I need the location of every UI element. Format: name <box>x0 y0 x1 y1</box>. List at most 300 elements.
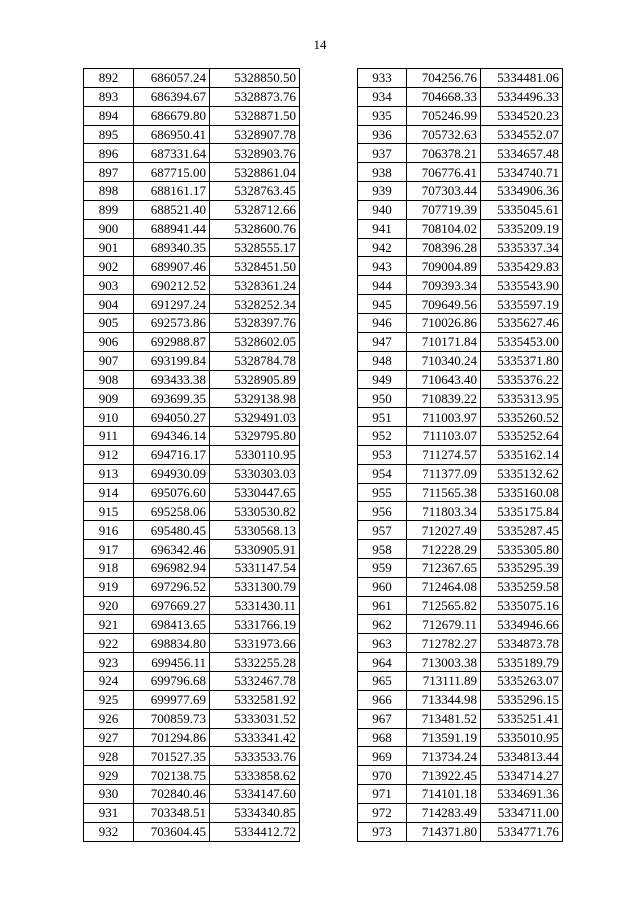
y-coordinate-cell: 5330905.91 <box>210 540 300 559</box>
point-number-cell: 970 <box>358 766 407 785</box>
point-number-cell: 972 <box>358 803 407 822</box>
table-row <box>84 577 300 596</box>
y-coordinate-cell: 5334481.06 <box>481 69 563 88</box>
table-row <box>358 106 563 125</box>
point-number-cell: 949 <box>358 370 407 389</box>
y-coordinate-cell: 5335260.52 <box>481 408 563 427</box>
table-row <box>84 747 300 766</box>
y-coordinate-cell: 5334771.76 <box>481 822 563 841</box>
x-coordinate-cell: 714283.49 <box>407 803 481 822</box>
point-number-cell: 943 <box>358 257 407 276</box>
table-row <box>84 502 300 521</box>
point-number-cell: 901 <box>84 238 134 257</box>
y-coordinate-cell: 5335296.15 <box>481 690 563 709</box>
x-coordinate-cell: 689340.35 <box>134 238 210 257</box>
point-number-cell: 940 <box>358 200 407 219</box>
y-coordinate-cell: 5328763.45 <box>210 182 300 201</box>
y-coordinate-cell: 5329795.80 <box>210 427 300 446</box>
y-coordinate-cell: 5334906.36 <box>481 182 563 201</box>
table-row <box>358 747 563 766</box>
point-number-cell: 902 <box>84 257 134 276</box>
y-coordinate-cell: 5335313.95 <box>481 389 563 408</box>
table-row <box>358 653 563 672</box>
point-number-cell: 916 <box>84 521 134 540</box>
y-coordinate-cell: 5334946.66 <box>481 615 563 634</box>
point-number-cell: 914 <box>84 483 134 502</box>
point-number-cell: 915 <box>84 502 134 521</box>
point-number-cell: 918 <box>84 558 134 577</box>
x-coordinate-cell: 712228.29 <box>407 540 481 559</box>
point-number-cell: 893 <box>84 87 134 106</box>
y-coordinate-cell: 5331147.54 <box>210 558 300 577</box>
table-row <box>358 87 563 106</box>
x-coordinate-cell: 688941.44 <box>134 219 210 238</box>
x-coordinate-cell: 695258.06 <box>134 502 210 521</box>
x-coordinate-cell: 698834.80 <box>134 634 210 653</box>
point-number-cell: 939 <box>358 182 407 201</box>
point-number-cell: 958 <box>358 540 407 559</box>
point-number-cell: 963 <box>358 634 407 653</box>
coordinates-table-right <box>357 68 563 842</box>
table-row <box>84 785 300 804</box>
point-number-cell: 953 <box>358 445 407 464</box>
y-coordinate-cell: 5334711.00 <box>481 803 563 822</box>
y-coordinate-cell: 5330110.95 <box>210 445 300 464</box>
table-row <box>84 803 300 822</box>
table-row <box>84 672 300 691</box>
y-coordinate-cell: 5332255.28 <box>210 653 300 672</box>
point-number-cell: 906 <box>84 332 134 351</box>
y-coordinate-cell: 5328712.66 <box>210 200 300 219</box>
table-row <box>84 332 300 351</box>
table-row <box>84 521 300 540</box>
table-row <box>84 653 300 672</box>
table-row <box>84 182 300 201</box>
point-number-cell: 952 <box>358 427 407 446</box>
table-row <box>84 125 300 144</box>
table-row <box>84 634 300 653</box>
y-coordinate-cell: 5335263.07 <box>481 672 563 691</box>
y-coordinate-cell: 5328555.17 <box>210 238 300 257</box>
point-number-cell: 892 <box>84 69 134 88</box>
point-number-cell: 896 <box>84 144 134 163</box>
x-coordinate-cell: 710026.86 <box>407 313 481 332</box>
table-row <box>358 558 563 577</box>
point-number-cell: 917 <box>84 540 134 559</box>
point-number-cell: 913 <box>84 464 134 483</box>
point-number-cell: 964 <box>358 653 407 672</box>
x-coordinate-cell: 712782.27 <box>407 634 481 653</box>
y-coordinate-cell: 5335337.34 <box>481 238 563 257</box>
point-number-cell: 912 <box>84 445 134 464</box>
x-coordinate-cell: 689907.46 <box>134 257 210 276</box>
x-coordinate-cell: 692988.87 <box>134 332 210 351</box>
point-number-cell: 945 <box>358 295 407 314</box>
point-number-cell: 938 <box>358 163 407 182</box>
point-number-cell: 941 <box>358 219 407 238</box>
table-row <box>358 257 563 276</box>
point-number-cell: 931 <box>84 803 134 822</box>
point-number-cell: 919 <box>84 577 134 596</box>
point-number-cell: 899 <box>84 200 134 219</box>
x-coordinate-cell: 694346.14 <box>134 427 210 446</box>
y-coordinate-cell: 5335251.41 <box>481 709 563 728</box>
y-coordinate-cell: 5333341.42 <box>210 728 300 747</box>
x-coordinate-cell: 707719.39 <box>407 200 481 219</box>
x-coordinate-cell: 705246.99 <box>407 106 481 125</box>
y-coordinate-cell: 5331430.11 <box>210 596 300 615</box>
x-coordinate-cell: 695076.60 <box>134 483 210 502</box>
table-row <box>84 106 300 125</box>
point-number-cell: 904 <box>84 295 134 314</box>
y-coordinate-cell: 5328600.76 <box>210 219 300 238</box>
table-row <box>84 766 300 785</box>
y-coordinate-cell: 5335627.46 <box>481 313 563 332</box>
point-number-cell: 910 <box>84 408 134 427</box>
y-coordinate-cell: 5328361.24 <box>210 276 300 295</box>
x-coordinate-cell: 711103.07 <box>407 427 481 446</box>
table-row <box>358 238 563 257</box>
y-coordinate-cell: 5333031.52 <box>210 709 300 728</box>
point-number-cell: 897 <box>84 163 134 182</box>
table-row <box>84 483 300 502</box>
point-number-cell: 934 <box>358 87 407 106</box>
table-row <box>358 483 563 502</box>
x-coordinate-cell: 710839.22 <box>407 389 481 408</box>
x-coordinate-cell: 686057.24 <box>134 69 210 88</box>
x-coordinate-cell: 702840.46 <box>134 785 210 804</box>
x-coordinate-cell: 706378.21 <box>407 144 481 163</box>
y-coordinate-cell: 5335209.19 <box>481 219 563 238</box>
y-coordinate-cell: 5335305.80 <box>481 540 563 559</box>
point-number-cell: 920 <box>84 596 134 615</box>
x-coordinate-cell: 693433.38 <box>134 370 210 389</box>
y-coordinate-cell: 5335252.64 <box>481 427 563 446</box>
y-coordinate-cell: 5334552.07 <box>481 125 563 144</box>
table-row <box>358 615 563 634</box>
y-coordinate-cell: 5334657.48 <box>481 144 563 163</box>
x-coordinate-cell: 687715.00 <box>134 163 210 182</box>
table-row <box>358 276 563 295</box>
point-number-cell: 923 <box>84 653 134 672</box>
x-coordinate-cell: 696982.94 <box>134 558 210 577</box>
table-row <box>84 389 300 408</box>
x-coordinate-cell: 686394.67 <box>134 87 210 106</box>
point-number-cell: 928 <box>84 747 134 766</box>
x-coordinate-cell: 695480.45 <box>134 521 210 540</box>
table-row <box>358 785 563 804</box>
table-row <box>358 690 563 709</box>
point-number-cell: 956 <box>358 502 407 521</box>
y-coordinate-cell: 5328871.50 <box>210 106 300 125</box>
x-coordinate-cell: 713111.89 <box>407 672 481 691</box>
y-coordinate-cell: 5334520.23 <box>481 106 563 125</box>
y-coordinate-cell: 5332581.92 <box>210 690 300 709</box>
table-row <box>358 502 563 521</box>
x-coordinate-cell: 694050.27 <box>134 408 210 427</box>
point-number-cell: 966 <box>358 690 407 709</box>
y-coordinate-cell: 5329491.03 <box>210 408 300 427</box>
x-coordinate-cell: 706776.41 <box>407 163 481 182</box>
table-row <box>84 408 300 427</box>
y-coordinate-cell: 5335160.08 <box>481 483 563 502</box>
x-coordinate-cell: 710340.24 <box>407 351 481 370</box>
point-number-cell: 921 <box>84 615 134 634</box>
table-row <box>358 766 563 785</box>
y-coordinate-cell: 5328873.76 <box>210 87 300 106</box>
point-number-cell: 930 <box>84 785 134 804</box>
table-row <box>358 200 563 219</box>
point-number-cell: 908 <box>84 370 134 389</box>
y-coordinate-cell: 5334340.85 <box>210 803 300 822</box>
table-row <box>84 87 300 106</box>
x-coordinate-cell: 710171.84 <box>407 332 481 351</box>
x-coordinate-cell: 687331.64 <box>134 144 210 163</box>
table-row <box>358 219 563 238</box>
table-row <box>358 822 563 841</box>
point-number-cell: 969 <box>358 747 407 766</box>
y-coordinate-cell: 5328905.89 <box>210 370 300 389</box>
x-coordinate-cell: 712464.08 <box>407 577 481 596</box>
x-coordinate-cell: 713591.19 <box>407 728 481 747</box>
y-coordinate-cell: 5335543.90 <box>481 276 563 295</box>
x-coordinate-cell: 688521.40 <box>134 200 210 219</box>
x-coordinate-cell: 713734.24 <box>407 747 481 766</box>
x-coordinate-cell: 692573.86 <box>134 313 210 332</box>
x-coordinate-cell: 703604.45 <box>134 822 210 841</box>
table-row <box>358 464 563 483</box>
table-row <box>84 238 300 257</box>
x-coordinate-cell: 686950.41 <box>134 125 210 144</box>
table-row <box>84 540 300 559</box>
table-row <box>84 596 300 615</box>
table-row <box>84 445 300 464</box>
table-row <box>84 219 300 238</box>
y-coordinate-cell: 5328252.34 <box>210 295 300 314</box>
y-coordinate-cell: 5335045.61 <box>481 200 563 219</box>
x-coordinate-cell: 709649.56 <box>407 295 481 314</box>
point-number-cell: 951 <box>358 408 407 427</box>
x-coordinate-cell: 707303.44 <box>407 182 481 201</box>
point-number-cell: 971 <box>358 785 407 804</box>
x-coordinate-cell: 711803.34 <box>407 502 481 521</box>
y-coordinate-cell: 5335162.14 <box>481 445 563 464</box>
point-number-cell: 942 <box>358 238 407 257</box>
table-row <box>358 596 563 615</box>
table-row <box>358 803 563 822</box>
x-coordinate-cell: 708104.02 <box>407 219 481 238</box>
point-number-cell: 933 <box>358 69 407 88</box>
y-coordinate-cell: 5330447.65 <box>210 483 300 502</box>
point-number-cell: 929 <box>84 766 134 785</box>
point-number-cell: 926 <box>84 709 134 728</box>
y-coordinate-cell: 5335453.00 <box>481 332 563 351</box>
table-row <box>358 521 563 540</box>
table-row <box>358 144 563 163</box>
y-coordinate-cell: 5335376.22 <box>481 370 563 389</box>
y-coordinate-cell: 5328903.76 <box>210 144 300 163</box>
y-coordinate-cell: 5328397.76 <box>210 313 300 332</box>
x-coordinate-cell: 699456.11 <box>134 653 210 672</box>
y-coordinate-cell: 5333858.62 <box>210 766 300 785</box>
point-number-cell: 895 <box>84 125 134 144</box>
x-coordinate-cell: 699796.68 <box>134 672 210 691</box>
table-row <box>84 351 300 370</box>
x-coordinate-cell: 708396.28 <box>407 238 481 257</box>
point-number-cell: 907 <box>84 351 134 370</box>
y-coordinate-cell: 5334412.72 <box>210 822 300 841</box>
point-number-cell: 957 <box>358 521 407 540</box>
x-coordinate-cell: 711377.09 <box>407 464 481 483</box>
point-number-cell: 946 <box>358 313 407 332</box>
table-row <box>358 389 563 408</box>
point-number-cell: 948 <box>358 351 407 370</box>
y-coordinate-cell: 5334714.27 <box>481 766 563 785</box>
y-coordinate-cell: 5335597.19 <box>481 295 563 314</box>
x-coordinate-cell: 711274.57 <box>407 445 481 464</box>
point-number-cell: 944 <box>358 276 407 295</box>
table-body <box>84 69 300 842</box>
table-row <box>84 276 300 295</box>
x-coordinate-cell: 701294.86 <box>134 728 210 747</box>
y-coordinate-cell: 5329138.98 <box>210 389 300 408</box>
coordinates-table-left <box>83 68 300 842</box>
x-coordinate-cell: 705732.63 <box>407 125 481 144</box>
y-coordinate-cell: 5335259.58 <box>481 577 563 596</box>
table-row <box>84 427 300 446</box>
table-row <box>358 540 563 559</box>
point-number-cell: 894 <box>84 106 134 125</box>
point-number-cell: 968 <box>358 728 407 747</box>
x-coordinate-cell: 697296.52 <box>134 577 210 596</box>
x-coordinate-cell: 712367.65 <box>407 558 481 577</box>
x-coordinate-cell: 686679.80 <box>134 106 210 125</box>
point-number-cell: 935 <box>358 106 407 125</box>
x-coordinate-cell: 711565.38 <box>407 483 481 502</box>
point-number-cell: 909 <box>84 389 134 408</box>
y-coordinate-cell: 5328451.50 <box>210 257 300 276</box>
point-number-cell: 955 <box>358 483 407 502</box>
point-number-cell: 924 <box>84 672 134 691</box>
table-row <box>84 615 300 634</box>
x-coordinate-cell: 712679.11 <box>407 615 481 634</box>
table-row <box>358 634 563 653</box>
table-row <box>358 408 563 427</box>
x-coordinate-cell: 702138.75 <box>134 766 210 785</box>
table-row <box>84 69 300 88</box>
point-number-cell: 898 <box>84 182 134 201</box>
y-coordinate-cell: 5328907.78 <box>210 125 300 144</box>
table-row <box>358 69 563 88</box>
point-number-cell: 900 <box>84 219 134 238</box>
table-row <box>84 313 300 332</box>
point-number-cell: 950 <box>358 389 407 408</box>
x-coordinate-cell: 704668.33 <box>407 87 481 106</box>
y-coordinate-cell: 5328861.04 <box>210 163 300 182</box>
table-row <box>358 445 563 464</box>
y-coordinate-cell: 5330303.03 <box>210 464 300 483</box>
point-number-cell: 954 <box>358 464 407 483</box>
table-row <box>358 709 563 728</box>
x-coordinate-cell: 713481.52 <box>407 709 481 728</box>
y-coordinate-cell: 5334813.44 <box>481 747 563 766</box>
y-coordinate-cell: 5331300.79 <box>210 577 300 596</box>
point-number-cell: 965 <box>358 672 407 691</box>
table-row <box>358 427 563 446</box>
y-coordinate-cell: 5335189.79 <box>481 653 563 672</box>
x-coordinate-cell: 710643.40 <box>407 370 481 389</box>
table-row <box>358 182 563 201</box>
x-coordinate-cell: 696342.46 <box>134 540 210 559</box>
table-row <box>84 200 300 219</box>
point-number-cell: 922 <box>84 634 134 653</box>
y-coordinate-cell: 5328602.05 <box>210 332 300 351</box>
y-coordinate-cell: 5335287.45 <box>481 521 563 540</box>
point-number-cell: 960 <box>358 577 407 596</box>
table-row <box>358 577 563 596</box>
y-coordinate-cell: 5332467.78 <box>210 672 300 691</box>
y-coordinate-cell: 5330568.13 <box>210 521 300 540</box>
point-number-cell: 925 <box>84 690 134 709</box>
table-row <box>358 125 563 144</box>
table-row <box>358 295 563 314</box>
point-number-cell: 959 <box>358 558 407 577</box>
table-body <box>358 69 563 842</box>
point-number-cell: 937 <box>358 144 407 163</box>
table-row <box>84 709 300 728</box>
table-row <box>358 313 563 332</box>
y-coordinate-cell: 5335295.39 <box>481 558 563 577</box>
table-row <box>84 822 300 841</box>
y-coordinate-cell: 5335175.84 <box>481 502 563 521</box>
x-coordinate-cell: 713922.45 <box>407 766 481 785</box>
x-coordinate-cell: 688161.17 <box>134 182 210 201</box>
table-row <box>84 163 300 182</box>
y-coordinate-cell: 5331766.19 <box>210 615 300 634</box>
x-coordinate-cell: 697669.27 <box>134 596 210 615</box>
y-coordinate-cell: 5334496.33 <box>481 87 563 106</box>
table-row <box>84 257 300 276</box>
x-coordinate-cell: 713003.38 <box>407 653 481 672</box>
x-coordinate-cell: 699977.69 <box>134 690 210 709</box>
point-number-cell: 911 <box>84 427 134 446</box>
point-number-cell: 973 <box>358 822 407 841</box>
y-coordinate-cell: 5334740.71 <box>481 163 563 182</box>
x-coordinate-cell: 694930.09 <box>134 464 210 483</box>
x-coordinate-cell: 691297.24 <box>134 295 210 314</box>
page-number: 14 <box>313 37 327 52</box>
table-row <box>358 672 563 691</box>
x-coordinate-cell: 693199.84 <box>134 351 210 370</box>
point-number-cell: 932 <box>84 822 134 841</box>
table-row <box>84 690 300 709</box>
y-coordinate-cell: 5331973.66 <box>210 634 300 653</box>
y-coordinate-cell: 5333533.76 <box>210 747 300 766</box>
point-number-cell: 936 <box>358 125 407 144</box>
x-coordinate-cell: 693699.35 <box>134 389 210 408</box>
point-number-cell: 903 <box>84 276 134 295</box>
x-coordinate-cell: 703348.51 <box>134 803 210 822</box>
point-number-cell: 905 <box>84 313 134 332</box>
y-coordinate-cell: 5335132.62 <box>481 464 563 483</box>
table-row <box>358 332 563 351</box>
y-coordinate-cell: 5334147.60 <box>210 785 300 804</box>
table-row <box>84 464 300 483</box>
y-coordinate-cell: 5334691.36 <box>481 785 563 804</box>
y-coordinate-cell: 5335371.80 <box>481 351 563 370</box>
x-coordinate-cell: 704256.76 <box>407 69 481 88</box>
x-coordinate-cell: 701527.35 <box>134 747 210 766</box>
